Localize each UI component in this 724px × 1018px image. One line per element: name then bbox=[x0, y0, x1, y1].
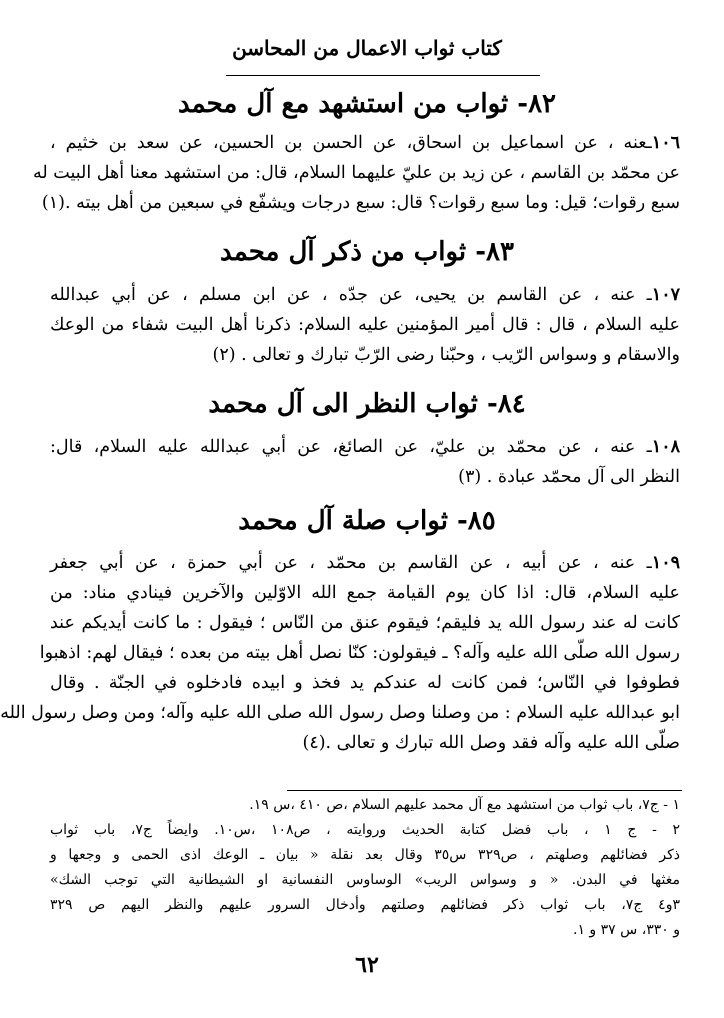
footnote-line: ١ - ج٧، باب ثواب من استشهد مع آل محمد عليهم السلام ،ص ٤١٠ ،س ١٩. bbox=[249, 797, 680, 813]
footnote-line: مغثها في البدن. « و وسواس الريب» الوساوس النفسانية او الشيطانية التي توجب الشك» bbox=[50, 872, 680, 888]
hadith-line: عليه السلام ، قال : قال أمير المؤمنين عليه السلام: ذكرنا أهل البيت شفاء من الوعك bbox=[50, 315, 680, 335]
running-head: كتاب ثواب الاعمال من المحاسن bbox=[232, 36, 502, 60]
section-title-85: ٨٥- ثواب صلة آل محمد bbox=[238, 506, 496, 536]
hadith-line: كانت له عند رسول الله يد فليقم؛ فيقوم عنق من النّاس ؛ فيقول : ما كانت أيديكم عند bbox=[50, 613, 680, 633]
footnote-line: و ٣٣٠، س ٣٧ و ١. bbox=[573, 922, 680, 938]
hadith-106 bbox=[33, 128, 680, 218]
hadith-line: سبع رقوات؛ قيل: وما سبع رقوات؟ قال: سبع درجات ويشفّع في سبعين من أهل بيته .(١) bbox=[41, 193, 680, 213]
hadith-line: النظر الى آل محمّد عبادة . (٣) bbox=[458, 467, 680, 487]
section-title-84: ٨٤- ثواب النظر الى آل محمد bbox=[208, 389, 526, 419]
hadith-line: عن محمّد بن القاسم ، عن زيد بن عليّ عليهما السلام، قال: من استشهد معنا أهل البيت له bbox=[33, 163, 680, 183]
hadith-number: ١٠٨ bbox=[651, 437, 680, 457]
section-title-82: ٨٢- ثواب من استشهد مع آل محمد bbox=[177, 89, 557, 119]
hadith-line: عليه السلام، قال: اذا كان يوم القيامة جمع الله الاوّلين والآخرين فينادي مناد: من bbox=[50, 583, 680, 603]
page-number: ٦٢ bbox=[355, 952, 379, 978]
hadith-line: ابو عبدالله عليه السلام : من وصلنا وصل رسول الله صلى الله عليه وآله؛ ومن وصل رسول الله bbox=[0, 703, 680, 723]
hadith-line: فطوفوا في النّاس؛ فمن كانت له عندكم يد فخذ و ابيده فادخلوه في الجنّة . وقال bbox=[50, 673, 680, 693]
hadith-line: ١٠٦ـعنه ، عن اسماعيل بن اسحاق، عن الحسن بن الحسين، عن سعد بن خثيم ، bbox=[50, 133, 680, 153]
footnote-separator bbox=[287, 790, 682, 791]
hadith-line: رسول الله صلّى الله عليه وآله؟ ـ فيقولون: كنّا نصل أهل بيته من بعده ؛ فيقال لهم: اذهبوا bbox=[39, 643, 680, 663]
hadith-line: صلّى الله عليه وآله فقد وصل الله تبارك و تعالى .(٤) bbox=[302, 733, 680, 753]
hadith-number: ١٠٩ bbox=[651, 553, 680, 573]
hadith-number: ١٠٧ bbox=[651, 285, 680, 305]
hadith-109 bbox=[0, 548, 680, 758]
hadith-number: ١٠٦ bbox=[651, 133, 680, 153]
hadith-line: ١٠٧ـ عنه ، عن القاسم بن يحيى، عن جدّه ، عن ابن مسلم ، عن أبي عبدالله bbox=[50, 285, 680, 305]
footnote-line: ٣و٤ ج٧، باب ثواب ذكر فضائلهم وصلتهم وأدخال السرور عليهم والنظر اليهم ص ٣٢٩ bbox=[50, 897, 680, 913]
hadith-line: ١٠٨ـ عنه ، عن محمّد بن عليّ، عن الصائغ، عن أبي عبدالله عليه السلام، قال: bbox=[50, 437, 680, 457]
hadith-107 bbox=[50, 280, 680, 370]
footnote-line: ٢ - ج ١ ، باب فضل كتابة الحديث وروايته ، ص١٠٨ ،س١٠. وايضاً ج٧، باب ثواب bbox=[50, 822, 681, 838]
hadith-line: ١٠٩ـ عنه ، عن أبيه ، عن القاسم بن محمّد ، عن أبي حمزة ، عن أبي جعفر bbox=[50, 553, 680, 573]
hadith-line: والاسقام و وسواس الرّيب ، وحبّنا رضى الرّبّ تبارك و تعالى . (٢) bbox=[212, 345, 680, 365]
section-title-83: ٨٣- ثواب من ذكر آل محمد bbox=[220, 237, 514, 267]
footnote-line: ذكر فضائلهم وصلهتم ، ص٣٢٩ س٣٥ وقال بعد نقلة « بيان ـ الوعك اذى الحمى و وجعها و bbox=[50, 847, 680, 863]
footnotes bbox=[50, 793, 680, 943]
running-head-rule bbox=[226, 75, 540, 76]
hadith-108 bbox=[50, 432, 680, 492]
